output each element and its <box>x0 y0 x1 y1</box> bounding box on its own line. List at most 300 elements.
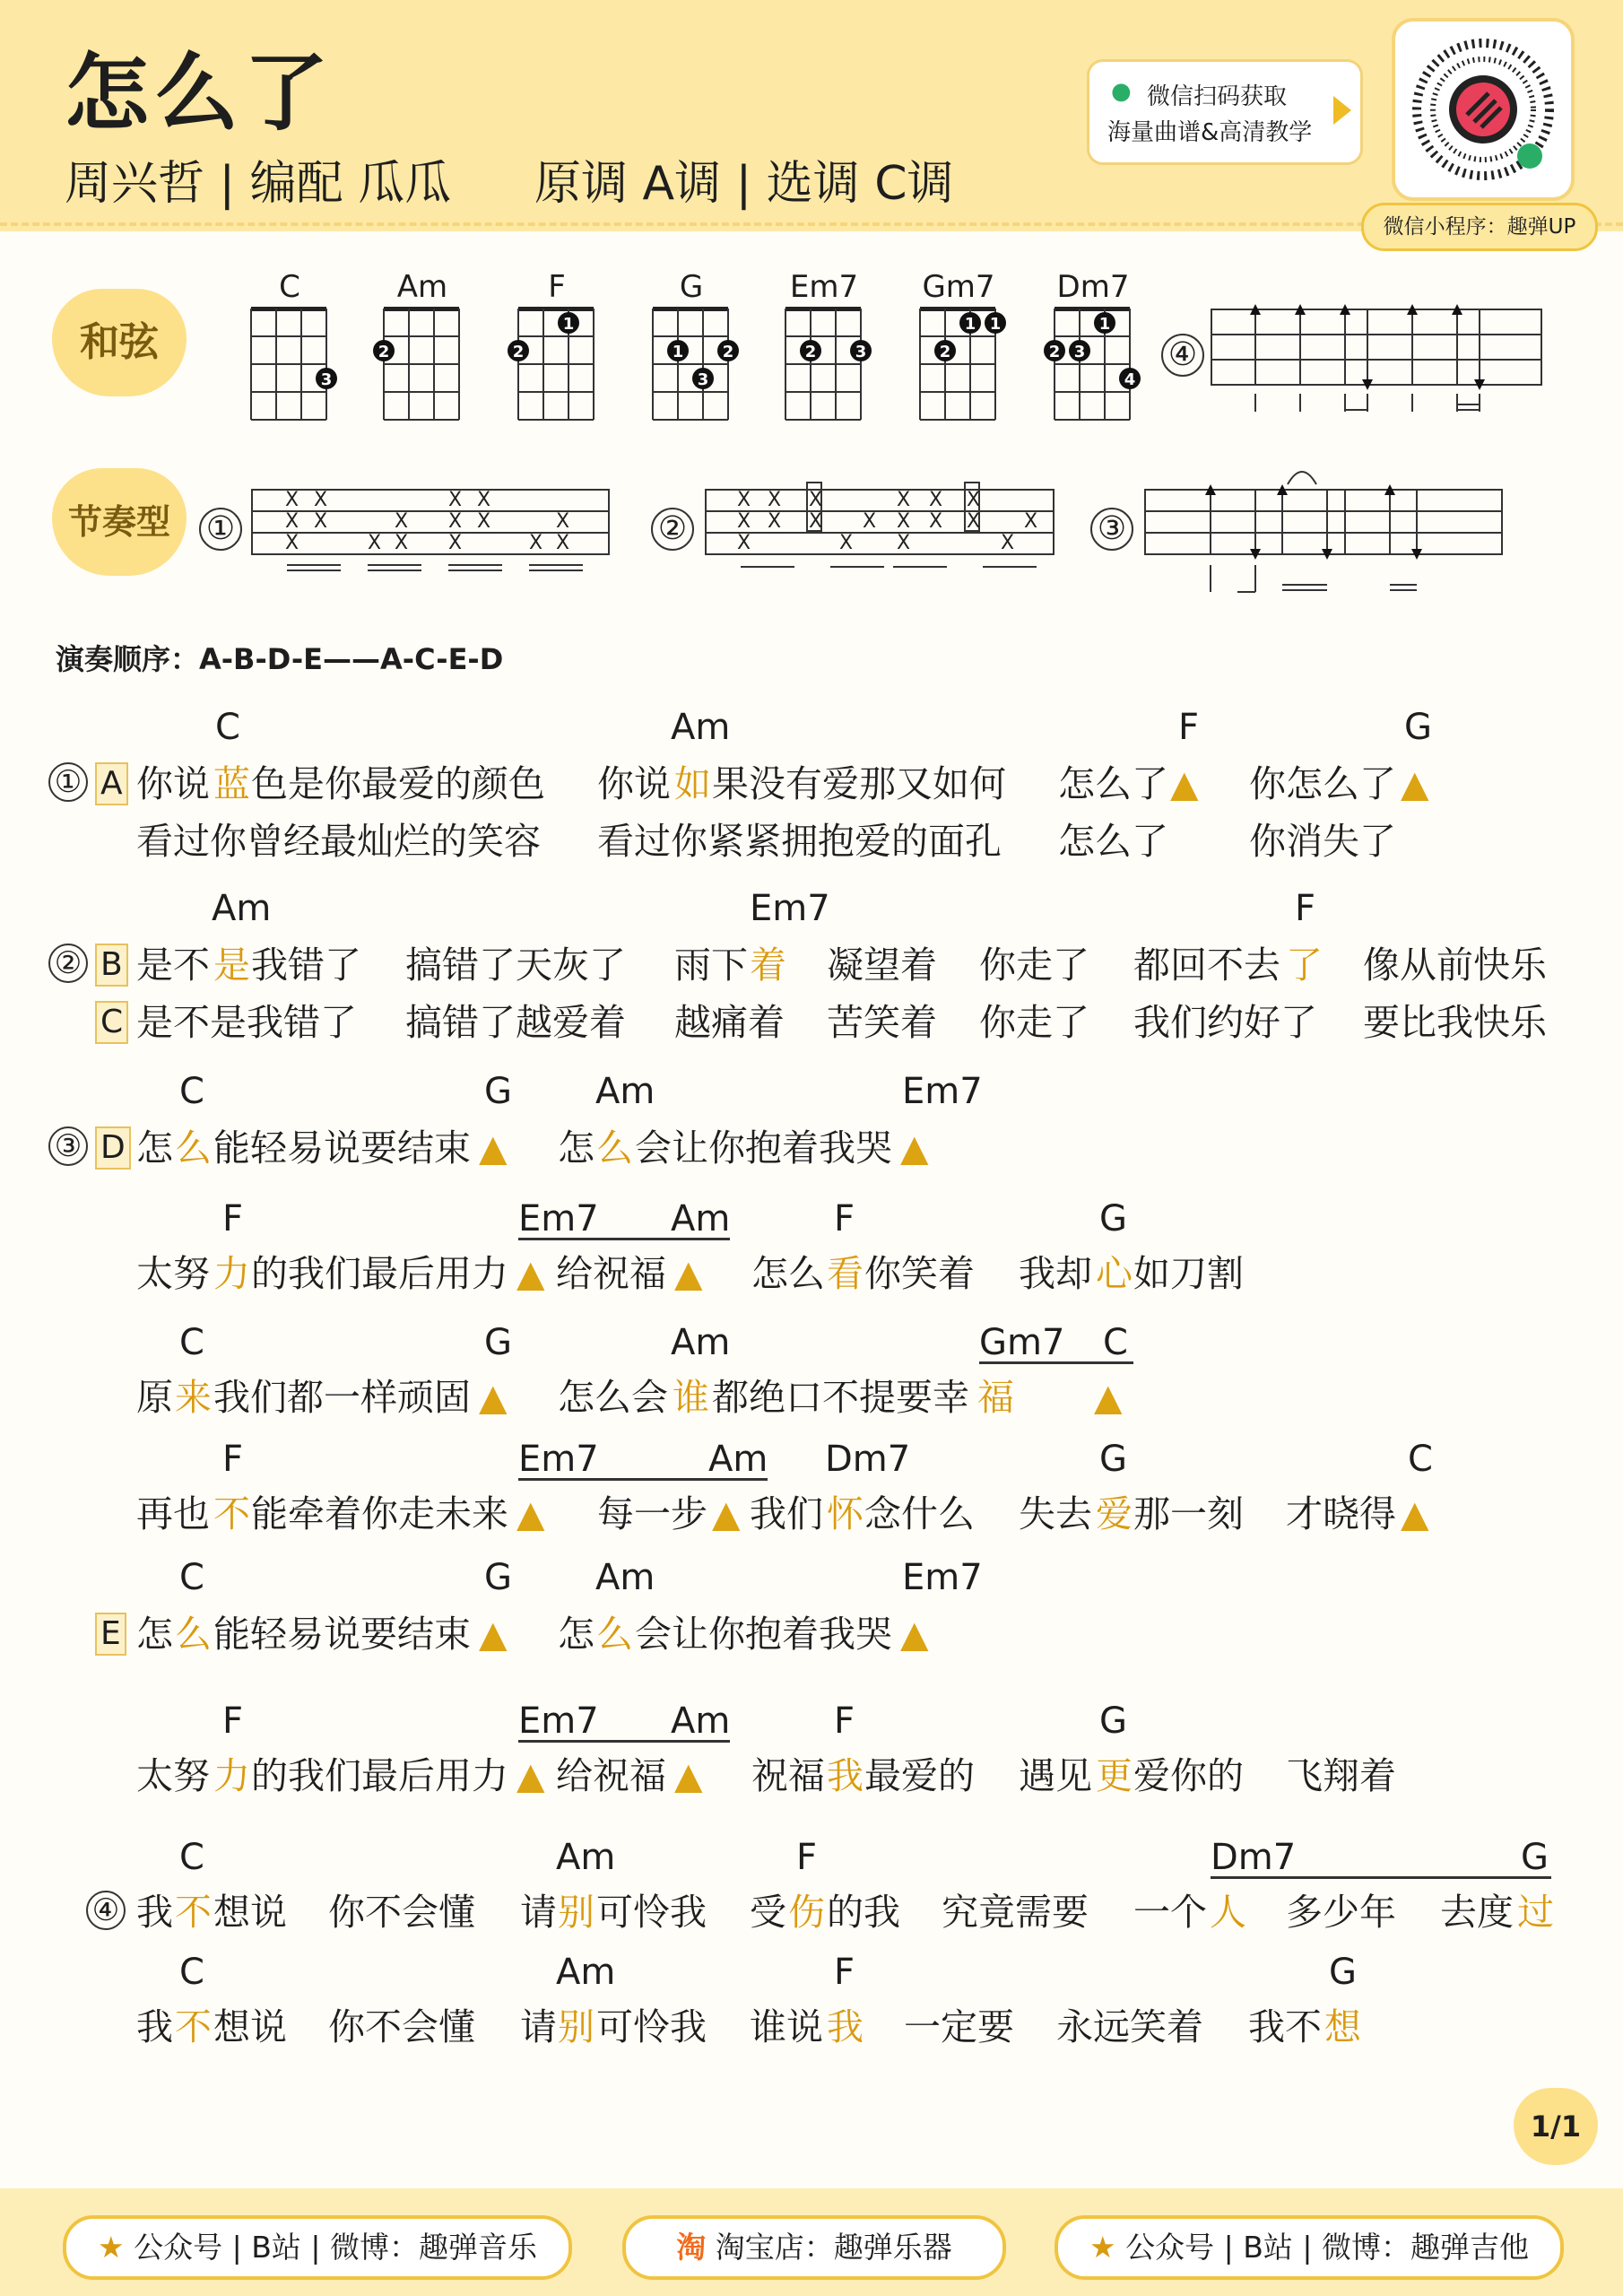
chord-label: Em7 <box>518 1198 599 1239</box>
lyric-text: 你不会懂 <box>328 1891 475 1934</box>
accent-syllable: 爱 <box>1096 1492 1133 1535</box>
chord-label: Dm7 <box>825 1439 911 1480</box>
svg-text:3: 3 <box>1073 343 1086 361</box>
strum-accent-icon: ▲ <box>1170 762 1199 805</box>
chord-label: Em7 <box>518 1439 599 1480</box>
svg-text:X: X <box>1024 510 1038 533</box>
chord-label: Em7 <box>518 1700 599 1742</box>
rhythm-pattern-3 <box>1144 457 1503 601</box>
lyric-text: 你走了 <box>979 944 1089 987</box>
chord-label: G <box>1099 1700 1127 1742</box>
svg-text:1: 1 <box>562 315 575 334</box>
svg-text:X: X <box>809 510 823 533</box>
lyric-text: 都绝口不提要幸 <box>712 1376 969 1419</box>
chord-row <box>0 1550 1623 1607</box>
svg-text:X: X <box>285 489 299 511</box>
lyric-text: 像从前快乐 <box>1363 944 1547 987</box>
chord-label: F <box>222 1198 244 1239</box>
chord-row <box>0 1431 1623 1489</box>
star-icon: ★ <box>98 2230 135 2265</box>
lyric-text: 看过你曾经最灿烂的笑容 <box>136 820 541 863</box>
artist-credit: 周兴哲 | 编配 瓜瓜 <box>65 157 452 211</box>
lyric-text: 原 <box>136 1376 173 1419</box>
rhythm-ref-number: ② <box>48 944 88 983</box>
chord-diagram <box>907 303 1006 429</box>
chord-name: Am <box>396 269 448 305</box>
lyric-text: 你怎么了 <box>1249 762 1396 805</box>
chord-label: Em7 <box>902 1071 983 1112</box>
chord-group-line <box>518 1740 730 1743</box>
strum-accent-icon: ▲ <box>479 1613 508 1656</box>
lyric-text: 最爱的 <box>864 1754 975 1797</box>
lyric-text: 苦笑着 <box>827 1001 937 1044</box>
accent-syllable: 过 <box>1517 1891 1554 1934</box>
chord-label: Am <box>595 1071 655 1112</box>
accent-syllable: 我 <box>827 2005 864 2048</box>
lyric-text: 我错了 <box>251 944 361 987</box>
accent-syllable: 么 <box>596 1613 633 1656</box>
lyric-text: 你说 <box>597 762 671 805</box>
lyric-text: 那一刻 <box>1133 1492 1244 1535</box>
lyric-text: 能轻易说要结束 <box>213 1613 471 1656</box>
chord-diagram <box>1042 303 1141 429</box>
lyric-text: 是不是我错了 <box>136 1001 357 1044</box>
strum-accent-icon: ▲ <box>900 1126 929 1170</box>
lyric-text: 你不会懂 <box>328 2005 475 2048</box>
lyric-text: 怎 <box>136 1613 173 1656</box>
chord-label: Am <box>212 888 272 929</box>
lyric-text: 如刀割 <box>1133 1252 1244 1295</box>
chord-label: G <box>1099 1439 1127 1480</box>
chord-group-line <box>1211 1876 1551 1879</box>
lyric-text: 每一步 <box>597 1492 707 1535</box>
lyric-text: 可怜我 <box>596 1891 707 1934</box>
chord-row <box>0 1944 1623 2002</box>
strum-accent-icon: ▲ <box>674 1754 703 1797</box>
lyric-text: 怎么了 <box>1058 762 1168 805</box>
svg-text:X: X <box>448 489 463 511</box>
accent-syllable: 看 <box>827 1252 864 1295</box>
chord-label: G <box>1329 1952 1357 1993</box>
lyric-text: 爱你的 <box>1133 1754 1244 1797</box>
accent-syllable: 更 <box>1096 1754 1133 1797</box>
lyric-text: 你消失了 <box>1249 820 1396 863</box>
lyric-text: 想说 <box>213 1891 287 1934</box>
lyric-text: 的我们最后用力 <box>251 1252 508 1295</box>
svg-text:2: 2 <box>1048 343 1061 361</box>
lyric-text: 看过你紧紧拥抱爱的面孔 <box>597 820 1002 863</box>
accent-syllable: 想 <box>1324 2005 1361 2048</box>
chord-diagram <box>371 303 470 429</box>
lyric-text: 请 <box>520 1891 557 1934</box>
lyric-text: 我们都一样顽固 <box>213 1376 471 1419</box>
lyric-text: 给祝福 <box>556 1754 666 1797</box>
svg-text:2: 2 <box>512 343 525 361</box>
lyric-text: 太努 <box>136 1252 210 1295</box>
chord-label: C <box>215 707 240 748</box>
chord-label: C <box>1103 1322 1128 1363</box>
svg-text:X: X <box>967 489 981 511</box>
chord-group-line <box>979 1361 1133 1364</box>
svg-text:X: X <box>395 532 409 554</box>
lyric-text: 你笑着 <box>864 1252 975 1295</box>
lyric-text: 请 <box>520 2005 557 2048</box>
qr-code-icon <box>1395 22 1571 197</box>
lyric-text: 永远笑着 <box>1056 2005 1203 2048</box>
chord-label: Em7 <box>902 1557 983 1598</box>
chord-label: F <box>222 1439 244 1480</box>
chord-label: F <box>1178 707 1200 748</box>
svg-text:2: 2 <box>722 343 734 361</box>
svg-text:X: X <box>737 510 751 533</box>
lyric-text: 才晓得 <box>1286 1492 1396 1535</box>
svg-text:X: X <box>314 489 328 511</box>
lyric-text: 我不 <box>1248 2005 1322 2048</box>
chord-label: F <box>834 1198 855 1239</box>
lyric-text: 是不 <box>136 944 210 987</box>
song-title: 怎么了 <box>65 45 334 143</box>
section-marker: E <box>95 1613 126 1656</box>
strum-accent-icon: ▲ <box>516 1754 545 1797</box>
svg-text:X: X <box>285 532 299 554</box>
lyric-text: 怎 <box>136 1126 173 1170</box>
accent-syllable: 怀 <box>827 1492 864 1535</box>
lyric-text: 究竟需要 <box>942 1891 1089 1934</box>
strum-accent-icon: ▲ <box>712 1492 741 1535</box>
chord-label: Am <box>671 1322 731 1363</box>
lyric-row <box>0 1369 1623 1426</box>
footer-taobao-link[interactable] <box>622 2215 1006 2280</box>
svg-text:3: 3 <box>320 370 333 389</box>
lyric-text: 我们约好了 <box>1133 1001 1317 1044</box>
lyric-text: 念什么 <box>864 1492 975 1535</box>
lyric-text: 怎么了 <box>1058 820 1168 863</box>
svg-text:X: X <box>477 489 491 511</box>
chord-name: G <box>679 269 704 305</box>
rhythm-number-2: ② <box>651 508 694 551</box>
rhythm-number-1: ① <box>199 508 242 551</box>
svg-text:X: X <box>929 489 943 511</box>
chord-label: Am <box>595 1557 655 1598</box>
accent-syllable: 了 <box>1286 944 1323 987</box>
chord-row <box>0 700 1623 757</box>
promo-line-1: 微信扫码获取 <box>1147 83 1288 110</box>
section-marker: A <box>95 762 128 805</box>
chord-label: Am <box>556 1837 616 1878</box>
svg-text:X: X <box>768 489 782 511</box>
chord-row <box>0 881 1623 938</box>
chord-label: C <box>179 1557 204 1598</box>
chord-name: F <box>548 269 566 305</box>
chord-name: Gm7 <box>922 269 995 305</box>
lyric-text: 你走了 <box>979 1001 1089 1044</box>
rhythm-ref-number: ④ <box>86 1891 126 1930</box>
lyric-text: 多少年 <box>1286 1891 1396 1934</box>
accent-syllable: 是 <box>213 944 250 987</box>
lyric-text: 遇见 <box>1019 1754 1092 1797</box>
chord-diagram <box>773 303 872 429</box>
lyric-text: 去度 <box>1440 1891 1514 1934</box>
lyric-row <box>0 1883 1623 1941</box>
lyric-text: 搞错了天灰了 <box>405 944 626 987</box>
chords-badge: 和弦 <box>52 289 187 396</box>
svg-text:X: X <box>863 510 877 533</box>
lyric-text: 越痛着 <box>674 1001 785 1044</box>
lyric-row <box>0 1998 1623 2056</box>
strum-accent-icon: ▲ <box>674 1252 703 1295</box>
accent-syllable: 我 <box>827 1754 864 1797</box>
strum-accent-icon: ▲ <box>516 1252 545 1295</box>
svg-text:X: X <box>967 510 981 533</box>
chord-label: F <box>834 1952 855 1993</box>
lyric-text: 能轻易说要结束 <box>213 1126 471 1170</box>
chord-label: G <box>484 1322 512 1363</box>
footer-right-text: 公众号 | B站 | 微博：趣弹吉他 <box>1125 2230 1529 2265</box>
lyric-row <box>0 1119 1623 1177</box>
chord-group-line <box>518 1238 730 1240</box>
lyric-text: 雨下 <box>674 944 748 987</box>
svg-text:X: X <box>556 532 570 554</box>
chord-row <box>0 1315 1623 1372</box>
svg-text:X: X <box>1001 532 1015 554</box>
svg-text:X: X <box>839 532 854 554</box>
lyric-row <box>0 755 1623 813</box>
svg-text:X: X <box>809 489 823 511</box>
strum-number-4: ④ <box>1161 334 1204 377</box>
lyric-text: 的我们最后用力 <box>251 1754 508 1797</box>
chord-label: Am <box>671 1198 731 1239</box>
section-marker: D <box>95 1126 131 1170</box>
accent-syllable: 不 <box>175 1891 212 1934</box>
chord-label: G <box>1404 707 1432 748</box>
svg-text:X: X <box>529 532 543 554</box>
svg-text:X: X <box>897 532 911 554</box>
chord-label: F <box>1295 888 1316 929</box>
lyric-row <box>0 1605 1623 1663</box>
strum-accent-icon: ▲ <box>900 1613 929 1656</box>
lyric-text: 会让你抱着我哭 <box>635 1613 892 1656</box>
accent-syllable: 别 <box>558 2005 595 2048</box>
lyric-row <box>0 813 1623 870</box>
svg-text:1: 1 <box>672 343 684 361</box>
chord-diagram <box>506 303 604 429</box>
chord-label: F <box>222 1700 244 1742</box>
chord-name: Em7 <box>789 269 859 305</box>
lyric-text: 我 <box>136 2005 173 2048</box>
star-icon: ★ <box>1089 2230 1126 2265</box>
svg-text:X: X <box>285 510 299 533</box>
svg-text:1: 1 <box>989 315 1002 334</box>
lyric-text: 一个 <box>1133 1891 1207 1934</box>
chord-diagram <box>239 303 337 429</box>
chord-row <box>0 1064 1623 1121</box>
svg-text:X: X <box>768 510 782 533</box>
chord-label: Am <box>556 1952 616 1993</box>
lyric-text: 的我 <box>827 1891 900 1934</box>
lyric-text: 我们 <box>750 1492 823 1535</box>
wechat-promo[interactable] <box>1087 59 1363 165</box>
svg-text:2: 2 <box>939 343 951 361</box>
accent-syllable: 不 <box>213 1492 250 1535</box>
strum-pattern-4 <box>1211 300 1542 417</box>
chord-label: C <box>179 1322 204 1363</box>
page-number: 1/1 <box>1514 2088 1598 2165</box>
arrow-right-icon <box>1333 96 1351 125</box>
lyric-text: 我却 <box>1019 1252 1092 1295</box>
wechat-icon: ● <box>1111 78 1132 105</box>
lyric-text: 祝福 <box>751 1754 825 1797</box>
lyric-text: 飞翔着 <box>1286 1754 1396 1797</box>
lyric-text: 给祝福 <box>556 1252 666 1295</box>
promo-line-2: 海量曲谱&高清教学 <box>1107 119 1313 146</box>
lyric-text: 会让你抱着我哭 <box>635 1126 892 1170</box>
accent-syllable: 谁 <box>673 1376 709 1419</box>
strum-accent-icon: ▲ <box>1094 1376 1123 1419</box>
strum-accent-icon: ▲ <box>479 1126 508 1170</box>
accent-syllable: 人 <box>1210 1891 1246 1934</box>
svg-text:X: X <box>448 532 463 554</box>
lyric-text: 你说 <box>136 762 210 805</box>
chord-label: Am <box>671 707 731 748</box>
svg-text:2: 2 <box>804 343 817 361</box>
accent-syllable: 不 <box>175 2005 212 2048</box>
lyric-text: 要比我快乐 <box>1363 1001 1547 1044</box>
accent-syllable: 力 <box>213 1252 250 1295</box>
svg-text:X: X <box>556 510 570 533</box>
accent-syllable: 福 <box>977 1376 1014 1419</box>
footer-right-link[interactable] <box>1055 2215 1564 2280</box>
svg-text:1: 1 <box>1098 315 1111 334</box>
svg-text:X: X <box>395 510 409 533</box>
svg-text:X: X <box>448 510 463 533</box>
section-marker: C <box>95 1001 128 1044</box>
chord-group-line <box>518 1478 768 1481</box>
lyric-text: 怎 <box>558 1126 595 1170</box>
footer-left-text: 公众号 | B站 | 微博：趣弹音乐 <box>134 2230 537 2265</box>
lyric-row <box>0 936 1623 994</box>
strum-accent-icon: ▲ <box>1401 762 1429 805</box>
svg-text:X: X <box>477 510 491 533</box>
lyric-text: 凝望着 <box>827 944 937 987</box>
footer-left-link[interactable] <box>63 2215 572 2280</box>
svg-text:X: X <box>897 489 911 511</box>
svg-text:3: 3 <box>697 370 709 389</box>
chord-label: Am <box>708 1439 768 1480</box>
rhythm-badge: 节奏型 <box>52 468 187 576</box>
chord-label: C <box>1408 1439 1433 1480</box>
lyric-text: 一定要 <box>904 2005 1014 2048</box>
footer-mid-text: 淘宝店：趣弹乐器 <box>715 2230 952 2265</box>
chord-diagram <box>640 303 739 429</box>
lyric-text: 能牵着你走未来 <box>251 1492 508 1535</box>
performance-order: 演奏顺序：A-B-D-E——A-C-E-D <box>56 642 504 676</box>
chord-label: G <box>1099 1198 1127 1239</box>
chord-row <box>0 1693 1623 1751</box>
lyric-text: 想说 <box>213 2005 287 2048</box>
chord-label: C <box>179 1952 204 1993</box>
svg-text:X: X <box>897 510 911 533</box>
strum-accent-icon: ▲ <box>516 1492 545 1535</box>
lyric-text: 搞错了越爱着 <box>405 1001 626 1044</box>
lyric-row <box>0 994 1623 1051</box>
lyric-text: 受 <box>750 1891 786 1934</box>
svg-text:2: 2 <box>378 343 390 361</box>
rhythm-number-3: ③ <box>1090 508 1133 551</box>
lyric-text: 怎 <box>558 1613 595 1656</box>
accent-syllable: 蓝 <box>213 762 250 805</box>
lyric-text: 果没有爱那又如何 <box>712 762 1006 805</box>
lyric-row <box>0 1747 1623 1805</box>
accent-syllable: 伤 <box>788 1891 825 1934</box>
accent-syllable: 么 <box>175 1126 212 1170</box>
accent-syllable: 如 <box>674 762 711 805</box>
rhythm-pattern-2 <box>705 479 1055 596</box>
chord-label: C <box>179 1071 204 1112</box>
lyric-text: 谁说 <box>750 2005 823 2048</box>
lyric-text: 太努 <box>136 1754 210 1797</box>
lyric-text: 怎么会 <box>558 1376 668 1419</box>
accent-syllable: 力 <box>213 1754 250 1797</box>
accent-syllable: 么 <box>175 1613 212 1656</box>
chord-row <box>0 1191 1623 1248</box>
lyric-row <box>0 1245 1623 1302</box>
chord-label: F <box>796 1837 818 1878</box>
svg-text:1: 1 <box>964 315 976 334</box>
chord-name: Dm7 <box>1056 269 1130 305</box>
chord-name: C <box>279 269 300 305</box>
chord-label: Dm7 <box>1211 1837 1297 1878</box>
lyric-text: 怎么 <box>751 1252 825 1295</box>
chord-label: Gm7 <box>979 1322 1065 1363</box>
svg-text:X: X <box>368 532 382 554</box>
rhythm-pattern-1 <box>251 479 610 596</box>
strum-accent-icon: ▲ <box>479 1376 508 1419</box>
chord-label: C <box>179 1837 204 1878</box>
mini-program-label: 微信小程序：趣弹UP <box>1361 203 1598 251</box>
chord-label: G <box>1521 1837 1549 1878</box>
accent-syllable: 心 <box>1096 1252 1133 1295</box>
lyric-text: 色是你最爱的颜色 <box>251 762 545 805</box>
svg-text:4: 4 <box>1124 370 1136 389</box>
svg-text:3: 3 <box>855 343 867 361</box>
lyric-row <box>0 1485 1623 1543</box>
chord-label: G <box>484 1557 512 1598</box>
svg-text:X: X <box>314 510 328 533</box>
accent-syllable: 着 <box>750 944 786 987</box>
chord-label: G <box>484 1071 512 1112</box>
lyric-text: 失去 <box>1019 1492 1092 1535</box>
lyric-text: 再也 <box>136 1492 210 1535</box>
chord-label: F <box>834 1700 855 1742</box>
svg-text:X: X <box>737 489 751 511</box>
strum-accent-icon: ▲ <box>1401 1492 1429 1535</box>
accent-syllable: 来 <box>175 1376 212 1419</box>
accent-syllable: 别 <box>558 1891 595 1934</box>
taobao-icon: 淘 <box>676 2230 707 2265</box>
svg-text:X: X <box>929 510 943 533</box>
lyric-text: 都回不去 <box>1133 944 1280 987</box>
rhythm-ref-number: ① <box>48 762 88 802</box>
lyric-text: 我 <box>136 1891 173 1934</box>
rhythm-ref-number: ③ <box>48 1126 88 1166</box>
section-marker: B <box>95 944 128 987</box>
qr-code[interactable] <box>1392 18 1575 201</box>
svg-text:X: X <box>737 532 751 554</box>
accent-syllable: 么 <box>596 1126 633 1170</box>
lyric-text: 可怜我 <box>596 2005 707 2048</box>
key-info: 原调 A调 | 选调 C调 <box>534 157 954 211</box>
chord-label: Am <box>671 1700 731 1742</box>
